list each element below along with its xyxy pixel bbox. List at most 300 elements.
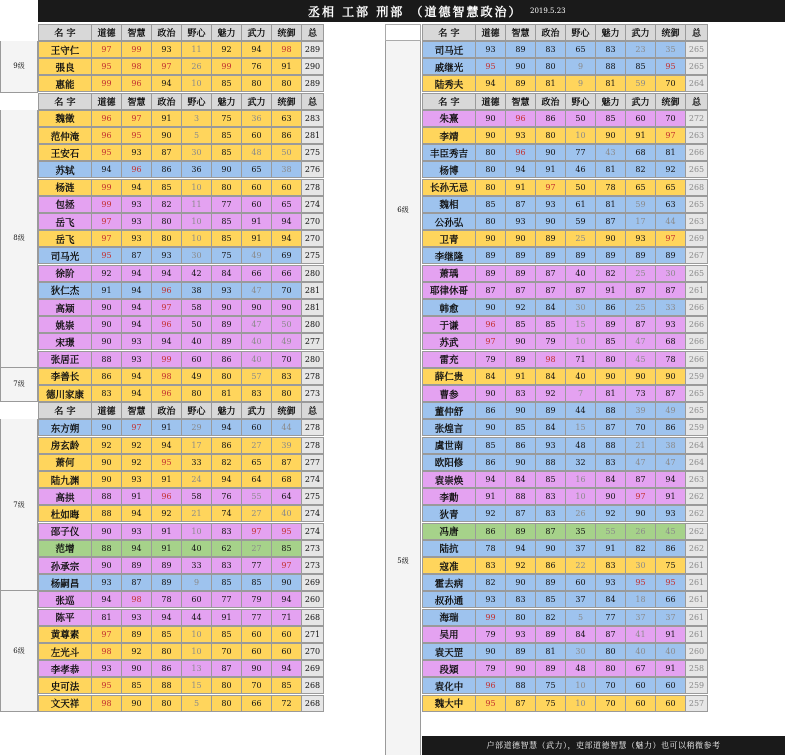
stat-value: 7 bbox=[566, 385, 596, 402]
person-name: 欧阳修 bbox=[422, 454, 476, 471]
stat-value: 80 bbox=[152, 213, 182, 230]
stat-value: 90 bbox=[596, 368, 626, 385]
stat-value: 91 bbox=[242, 213, 272, 230]
table-row bbox=[38, 471, 324, 488]
stat-value: 94 bbox=[152, 75, 182, 92]
stat-value: 91 bbox=[152, 419, 182, 436]
stat-value: 94 bbox=[152, 265, 182, 282]
stat-value: 85 bbox=[122, 677, 152, 694]
stat-value: 96 bbox=[476, 677, 506, 694]
table-row bbox=[422, 626, 708, 643]
stat-value: 85 bbox=[152, 626, 182, 643]
stat-value: 87 bbox=[596, 213, 626, 230]
person-name: 岳飞 bbox=[38, 230, 92, 247]
person-name: 杜如晦 bbox=[38, 505, 92, 522]
table-row bbox=[38, 643, 324, 660]
stat-value: 90 bbox=[242, 299, 272, 316]
stat-value: 90 bbox=[536, 144, 566, 161]
stat-value: 81 bbox=[536, 75, 566, 92]
stat-value: 80 bbox=[272, 385, 302, 402]
total-value: 261 bbox=[686, 609, 708, 626]
stat-value: 93 bbox=[476, 591, 506, 608]
total-value: 278 bbox=[302, 437, 324, 454]
stat-value: 64 bbox=[272, 488, 302, 505]
stat-value: 60 bbox=[242, 179, 272, 196]
stat-value: 99 bbox=[92, 75, 122, 92]
stat-value: 87 bbox=[626, 282, 656, 299]
column-header: 魅力 bbox=[212, 24, 242, 41]
stat-value: 63 bbox=[272, 110, 302, 127]
column-header: 总 bbox=[302, 93, 324, 110]
person-name: 黄尊素 bbox=[38, 626, 92, 643]
stat-value: 95 bbox=[272, 523, 302, 540]
stat-value: 80 bbox=[212, 179, 242, 196]
column-header: 野心 bbox=[182, 24, 212, 41]
person-name: 李继隆 bbox=[422, 247, 476, 264]
column-header: 武力 bbox=[242, 24, 272, 41]
stat-value: 90 bbox=[476, 110, 506, 127]
table-row bbox=[422, 557, 708, 574]
table-row bbox=[422, 385, 708, 402]
stat-value: 10 bbox=[566, 333, 596, 350]
total-value: 268 bbox=[686, 179, 708, 196]
table-row bbox=[422, 368, 708, 385]
tier-label: 7级 bbox=[0, 368, 38, 402]
stat-value: 75 bbox=[536, 695, 566, 712]
stat-value: 89 bbox=[506, 523, 536, 540]
person-name: 长孙无忌 bbox=[422, 179, 476, 196]
column-header: 武力 bbox=[242, 402, 272, 419]
stat-value: 40 bbox=[182, 333, 212, 350]
person-name: 寇准 bbox=[422, 557, 476, 574]
stat-value: 81 bbox=[92, 609, 122, 626]
stat-value: 82 bbox=[626, 540, 656, 557]
column-header: 智慧 bbox=[506, 24, 536, 41]
stat-value: 87 bbox=[122, 574, 152, 591]
stat-value: 89 bbox=[566, 247, 596, 264]
stat-value: 60 bbox=[656, 677, 686, 694]
stat-value: 86 bbox=[506, 437, 536, 454]
stat-value: 50 bbox=[182, 316, 212, 333]
stat-value: 66 bbox=[272, 265, 302, 282]
stat-value: 15 bbox=[566, 419, 596, 436]
stat-value: 90 bbox=[92, 419, 122, 436]
stat-value: 94 bbox=[272, 230, 302, 247]
stat-value: 79 bbox=[476, 626, 506, 643]
person-name: 萧何 bbox=[38, 454, 92, 471]
stat-value: 89 bbox=[506, 41, 536, 58]
total-value: 281 bbox=[302, 282, 324, 299]
stat-value: 97 bbox=[656, 127, 686, 144]
stat-value: 70 bbox=[596, 677, 626, 694]
stat-value: 80 bbox=[476, 161, 506, 178]
stat-value: 78 bbox=[152, 591, 182, 608]
stat-value: 87 bbox=[656, 385, 686, 402]
stat-value: 83 bbox=[212, 523, 242, 540]
stat-value: 96 bbox=[152, 282, 182, 299]
stat-value: 75 bbox=[212, 247, 242, 264]
tier-label: 9级 bbox=[0, 41, 38, 93]
stat-value: 93 bbox=[152, 41, 182, 58]
stat-value: 10 bbox=[182, 626, 212, 643]
stat-value: 85 bbox=[506, 316, 536, 333]
stat-value: 59 bbox=[626, 75, 656, 92]
table-row bbox=[422, 677, 708, 694]
total-value: 283 bbox=[302, 110, 324, 127]
stat-value: 99 bbox=[476, 609, 506, 626]
table-row bbox=[38, 540, 324, 557]
stat-value: 92 bbox=[596, 505, 626, 522]
stat-value: 90 bbox=[506, 454, 536, 471]
person-name: 朱熹 bbox=[422, 110, 476, 127]
person-name: 徐阶 bbox=[38, 265, 92, 282]
stat-value: 99 bbox=[92, 179, 122, 196]
total-value: 269 bbox=[302, 574, 324, 591]
stat-value: 40 bbox=[656, 643, 686, 660]
stat-value: 90 bbox=[476, 643, 506, 660]
stat-value: 93 bbox=[122, 230, 152, 247]
stat-value: 90 bbox=[272, 574, 302, 591]
stat-value: 89 bbox=[122, 557, 152, 574]
column-header: 名 字 bbox=[38, 24, 92, 41]
stat-value: 90 bbox=[476, 230, 506, 247]
stat-value: 62 bbox=[212, 540, 242, 557]
stat-value: 33 bbox=[182, 557, 212, 574]
stat-value: 94 bbox=[122, 505, 152, 522]
stat-value: 89 bbox=[626, 247, 656, 264]
stat-value: 98 bbox=[272, 41, 302, 58]
table-row bbox=[422, 247, 708, 264]
total-value: 275 bbox=[302, 144, 324, 161]
stat-value: 93 bbox=[506, 626, 536, 643]
stat-value: 81 bbox=[656, 144, 686, 161]
stat-value: 84 bbox=[566, 626, 596, 643]
stat-value: 90 bbox=[92, 316, 122, 333]
stat-value: 91 bbox=[242, 230, 272, 247]
table-row bbox=[38, 488, 324, 505]
column-header: 统御 bbox=[656, 24, 686, 41]
stat-value: 59 bbox=[566, 213, 596, 230]
stat-value: 70 bbox=[272, 351, 302, 368]
stat-value: 44 bbox=[566, 402, 596, 419]
stat-value: 96 bbox=[152, 488, 182, 505]
stat-value: 15 bbox=[566, 316, 596, 333]
total-value: 260 bbox=[302, 591, 324, 608]
stat-value: 90 bbox=[476, 299, 506, 316]
table-row bbox=[38, 75, 324, 92]
table-row bbox=[38, 351, 324, 368]
person-name: 雷充 bbox=[422, 351, 476, 368]
stat-value: 55 bbox=[596, 523, 626, 540]
stat-value: 85 bbox=[212, 574, 242, 591]
stat-value: 83 bbox=[596, 41, 626, 58]
stat-value: 93 bbox=[122, 333, 152, 350]
table-row bbox=[422, 471, 708, 488]
stat-value: 94 bbox=[656, 471, 686, 488]
middle-tier-column bbox=[385, 41, 421, 755]
stat-value: 88 bbox=[596, 402, 626, 419]
stat-value: 95 bbox=[152, 454, 182, 471]
stat-value: 85 bbox=[596, 333, 626, 350]
person-name: 范仲淹 bbox=[38, 127, 92, 144]
stat-value: 85 bbox=[536, 591, 566, 608]
person-name: 袁崇焕 bbox=[422, 471, 476, 488]
stat-value: 93 bbox=[122, 144, 152, 161]
stat-value: 26 bbox=[566, 505, 596, 522]
total-value: 259 bbox=[686, 419, 708, 436]
column-header: 统御 bbox=[272, 93, 302, 110]
total-value: 261 bbox=[686, 574, 708, 591]
stat-value: 60 bbox=[656, 695, 686, 712]
stat-value: 21 bbox=[626, 437, 656, 454]
stat-value: 30 bbox=[182, 144, 212, 161]
total-value: 266 bbox=[686, 351, 708, 368]
stat-value: 30 bbox=[182, 247, 212, 264]
stat-value: 82 bbox=[212, 454, 242, 471]
stat-value: 25 bbox=[566, 230, 596, 247]
total-value: 259 bbox=[686, 368, 708, 385]
stat-value: 79 bbox=[476, 660, 506, 677]
total-value: 266 bbox=[686, 144, 708, 161]
stat-value: 47 bbox=[242, 316, 272, 333]
column-header: 武力 bbox=[626, 24, 656, 41]
stat-value: 81 bbox=[536, 643, 566, 660]
stat-value: 55 bbox=[242, 488, 272, 505]
table-row bbox=[38, 454, 324, 471]
table-row bbox=[38, 557, 324, 574]
stat-value: 91 bbox=[656, 626, 686, 643]
stat-value: 90 bbox=[536, 540, 566, 557]
total-value: 274 bbox=[302, 196, 324, 213]
table-row bbox=[38, 505, 324, 522]
stat-value: 97 bbox=[476, 333, 506, 350]
person-name: 张巡 bbox=[38, 591, 92, 608]
column-header: 总 bbox=[302, 24, 324, 41]
stat-value: 70 bbox=[242, 677, 272, 694]
stat-value: 91 bbox=[656, 660, 686, 677]
total-value: 271 bbox=[302, 626, 324, 643]
stat-value: 70 bbox=[626, 419, 656, 436]
column-header: 政治 bbox=[536, 93, 566, 110]
stat-value: 46 bbox=[566, 161, 596, 178]
table-row bbox=[422, 437, 708, 454]
table-row bbox=[38, 230, 324, 247]
person-name: 卫青 bbox=[422, 230, 476, 247]
stat-value: 40 bbox=[242, 351, 272, 368]
stat-value: 86 bbox=[212, 437, 242, 454]
stat-value: 95 bbox=[476, 58, 506, 75]
stat-value: 94 bbox=[212, 471, 242, 488]
stat-value: 89 bbox=[536, 626, 566, 643]
stat-value: 90 bbox=[122, 660, 152, 677]
stat-value: 91 bbox=[656, 488, 686, 505]
person-name: 王守仁 bbox=[38, 41, 92, 58]
column-header-row bbox=[38, 24, 324, 41]
stat-value: 60 bbox=[242, 626, 272, 643]
stat-value: 77 bbox=[242, 557, 272, 574]
stat-value: 95 bbox=[92, 677, 122, 694]
stat-value: 94 bbox=[122, 282, 152, 299]
stat-value: 38 bbox=[272, 161, 302, 178]
stat-value: 10 bbox=[182, 75, 212, 92]
person-name: 房玄龄 bbox=[38, 437, 92, 454]
stat-value: 92 bbox=[92, 437, 122, 454]
table-row bbox=[38, 127, 324, 144]
stat-value: 87 bbox=[506, 282, 536, 299]
stat-value: 91 bbox=[506, 368, 536, 385]
stat-value: 89 bbox=[596, 316, 626, 333]
stat-value: 87 bbox=[122, 247, 152, 264]
stat-value: 97 bbox=[272, 557, 302, 574]
table-row bbox=[38, 574, 324, 591]
stat-value: 33 bbox=[656, 299, 686, 316]
table-row bbox=[422, 660, 708, 677]
stat-value: 89 bbox=[152, 574, 182, 591]
total-value: 263 bbox=[686, 127, 708, 144]
stat-value: 82 bbox=[596, 265, 626, 282]
stat-value: 40 bbox=[242, 333, 272, 350]
table-row bbox=[422, 213, 708, 230]
total-value: 261 bbox=[686, 557, 708, 574]
stat-value: 84 bbox=[596, 471, 626, 488]
stat-value: 87 bbox=[272, 454, 302, 471]
table-row bbox=[422, 196, 708, 213]
tier-label: 6级 bbox=[0, 591, 38, 711]
stat-value: 27 bbox=[242, 540, 272, 557]
stat-value: 36 bbox=[242, 110, 272, 127]
stat-value: 80 bbox=[152, 695, 182, 712]
table-row bbox=[38, 368, 324, 385]
stat-value: 36 bbox=[182, 161, 212, 178]
person-name: 李靖 bbox=[422, 127, 476, 144]
stat-value: 40 bbox=[566, 265, 596, 282]
total-value: 265 bbox=[686, 385, 708, 402]
table-row bbox=[38, 385, 324, 402]
stat-value: 91 bbox=[152, 523, 182, 540]
stat-value: 91 bbox=[212, 609, 242, 626]
stat-value: 68 bbox=[656, 333, 686, 350]
stat-value: 89 bbox=[506, 643, 536, 660]
stat-value: 72 bbox=[272, 695, 302, 712]
stat-value: 87 bbox=[566, 282, 596, 299]
stat-value: 96 bbox=[122, 161, 152, 178]
stat-value: 70 bbox=[656, 75, 686, 92]
stat-value: 87 bbox=[536, 523, 566, 540]
person-name: 高颎 bbox=[38, 299, 92, 316]
stat-value: 83 bbox=[476, 557, 506, 574]
stat-value: 80 bbox=[212, 695, 242, 712]
stat-value: 30 bbox=[566, 299, 596, 316]
stat-value: 94 bbox=[122, 179, 152, 196]
stat-value: 74 bbox=[212, 505, 242, 522]
column-header: 野心 bbox=[566, 24, 596, 41]
stat-value: 82 bbox=[536, 609, 566, 626]
stat-value: 27 bbox=[242, 437, 272, 454]
person-name: 于谦 bbox=[422, 316, 476, 333]
stat-value: 44 bbox=[656, 213, 686, 230]
tier-label: 8级 bbox=[0, 110, 38, 368]
stat-value: 88 bbox=[92, 505, 122, 522]
person-name: 范增 bbox=[38, 540, 92, 557]
total-value: 270 bbox=[302, 230, 324, 247]
stat-value: 49 bbox=[272, 333, 302, 350]
stat-value: 38 bbox=[656, 437, 686, 454]
stat-value: 82 bbox=[476, 574, 506, 591]
total-value: 262 bbox=[686, 523, 708, 540]
stat-value: 93 bbox=[122, 351, 152, 368]
stat-value: 98 bbox=[92, 695, 122, 712]
stat-value: 91 bbox=[506, 179, 536, 196]
table-row bbox=[422, 179, 708, 196]
person-name: 姚崇 bbox=[38, 316, 92, 333]
table-row bbox=[422, 591, 708, 608]
table-row bbox=[38, 626, 324, 643]
total-value: 274 bbox=[302, 505, 324, 522]
stat-value: 81 bbox=[596, 161, 626, 178]
stat-value: 50 bbox=[566, 110, 596, 127]
stat-value: 93 bbox=[626, 230, 656, 247]
table-row bbox=[422, 265, 708, 282]
stat-value: 70 bbox=[212, 643, 242, 660]
stat-value: 67 bbox=[626, 660, 656, 677]
table-row bbox=[38, 437, 324, 454]
stat-value: 89 bbox=[506, 75, 536, 92]
stat-value: 97 bbox=[92, 626, 122, 643]
stat-value: 86 bbox=[272, 127, 302, 144]
total-value: 268 bbox=[302, 677, 324, 694]
stat-value: 93 bbox=[92, 660, 122, 677]
stat-value: 30 bbox=[656, 265, 686, 282]
stat-value: 92 bbox=[506, 557, 536, 574]
stat-value: 94 bbox=[152, 437, 182, 454]
stat-value: 22 bbox=[566, 557, 596, 574]
stat-value: 90 bbox=[122, 695, 152, 712]
total-value: 275 bbox=[302, 247, 324, 264]
table-row bbox=[38, 110, 324, 127]
stat-value: 90 bbox=[596, 488, 626, 505]
stat-value: 39 bbox=[272, 437, 302, 454]
stat-value: 83 bbox=[506, 591, 536, 608]
person-name: 霍去病 bbox=[422, 574, 476, 591]
table-row bbox=[422, 454, 708, 471]
total-value: 273 bbox=[302, 385, 324, 402]
stat-value: 85 bbox=[626, 58, 656, 75]
total-value: 266 bbox=[686, 316, 708, 333]
stat-value: 90 bbox=[92, 333, 122, 350]
person-name: 史可法 bbox=[38, 677, 92, 694]
stat-value: 47 bbox=[626, 333, 656, 350]
stat-value: 85 bbox=[476, 196, 506, 213]
stat-value: 60 bbox=[242, 419, 272, 436]
stat-value: 94 bbox=[92, 161, 122, 178]
stat-value: 94 bbox=[152, 333, 182, 350]
table-row bbox=[38, 247, 324, 264]
stat-value: 37 bbox=[626, 609, 656, 626]
stat-value: 89 bbox=[536, 660, 566, 677]
stat-value: 91 bbox=[152, 540, 182, 557]
total-value: 272 bbox=[686, 110, 708, 127]
stat-value: 60 bbox=[242, 127, 272, 144]
total-value: 268 bbox=[302, 609, 324, 626]
stat-value: 80 bbox=[536, 58, 566, 75]
total-value: 265 bbox=[686, 161, 708, 178]
total-value: 268 bbox=[302, 695, 324, 712]
stat-value: 88 bbox=[506, 677, 536, 694]
table-row bbox=[422, 41, 708, 58]
stat-value: 94 bbox=[122, 540, 152, 557]
stat-value: 96 bbox=[506, 144, 536, 161]
stat-value: 80 bbox=[506, 609, 536, 626]
